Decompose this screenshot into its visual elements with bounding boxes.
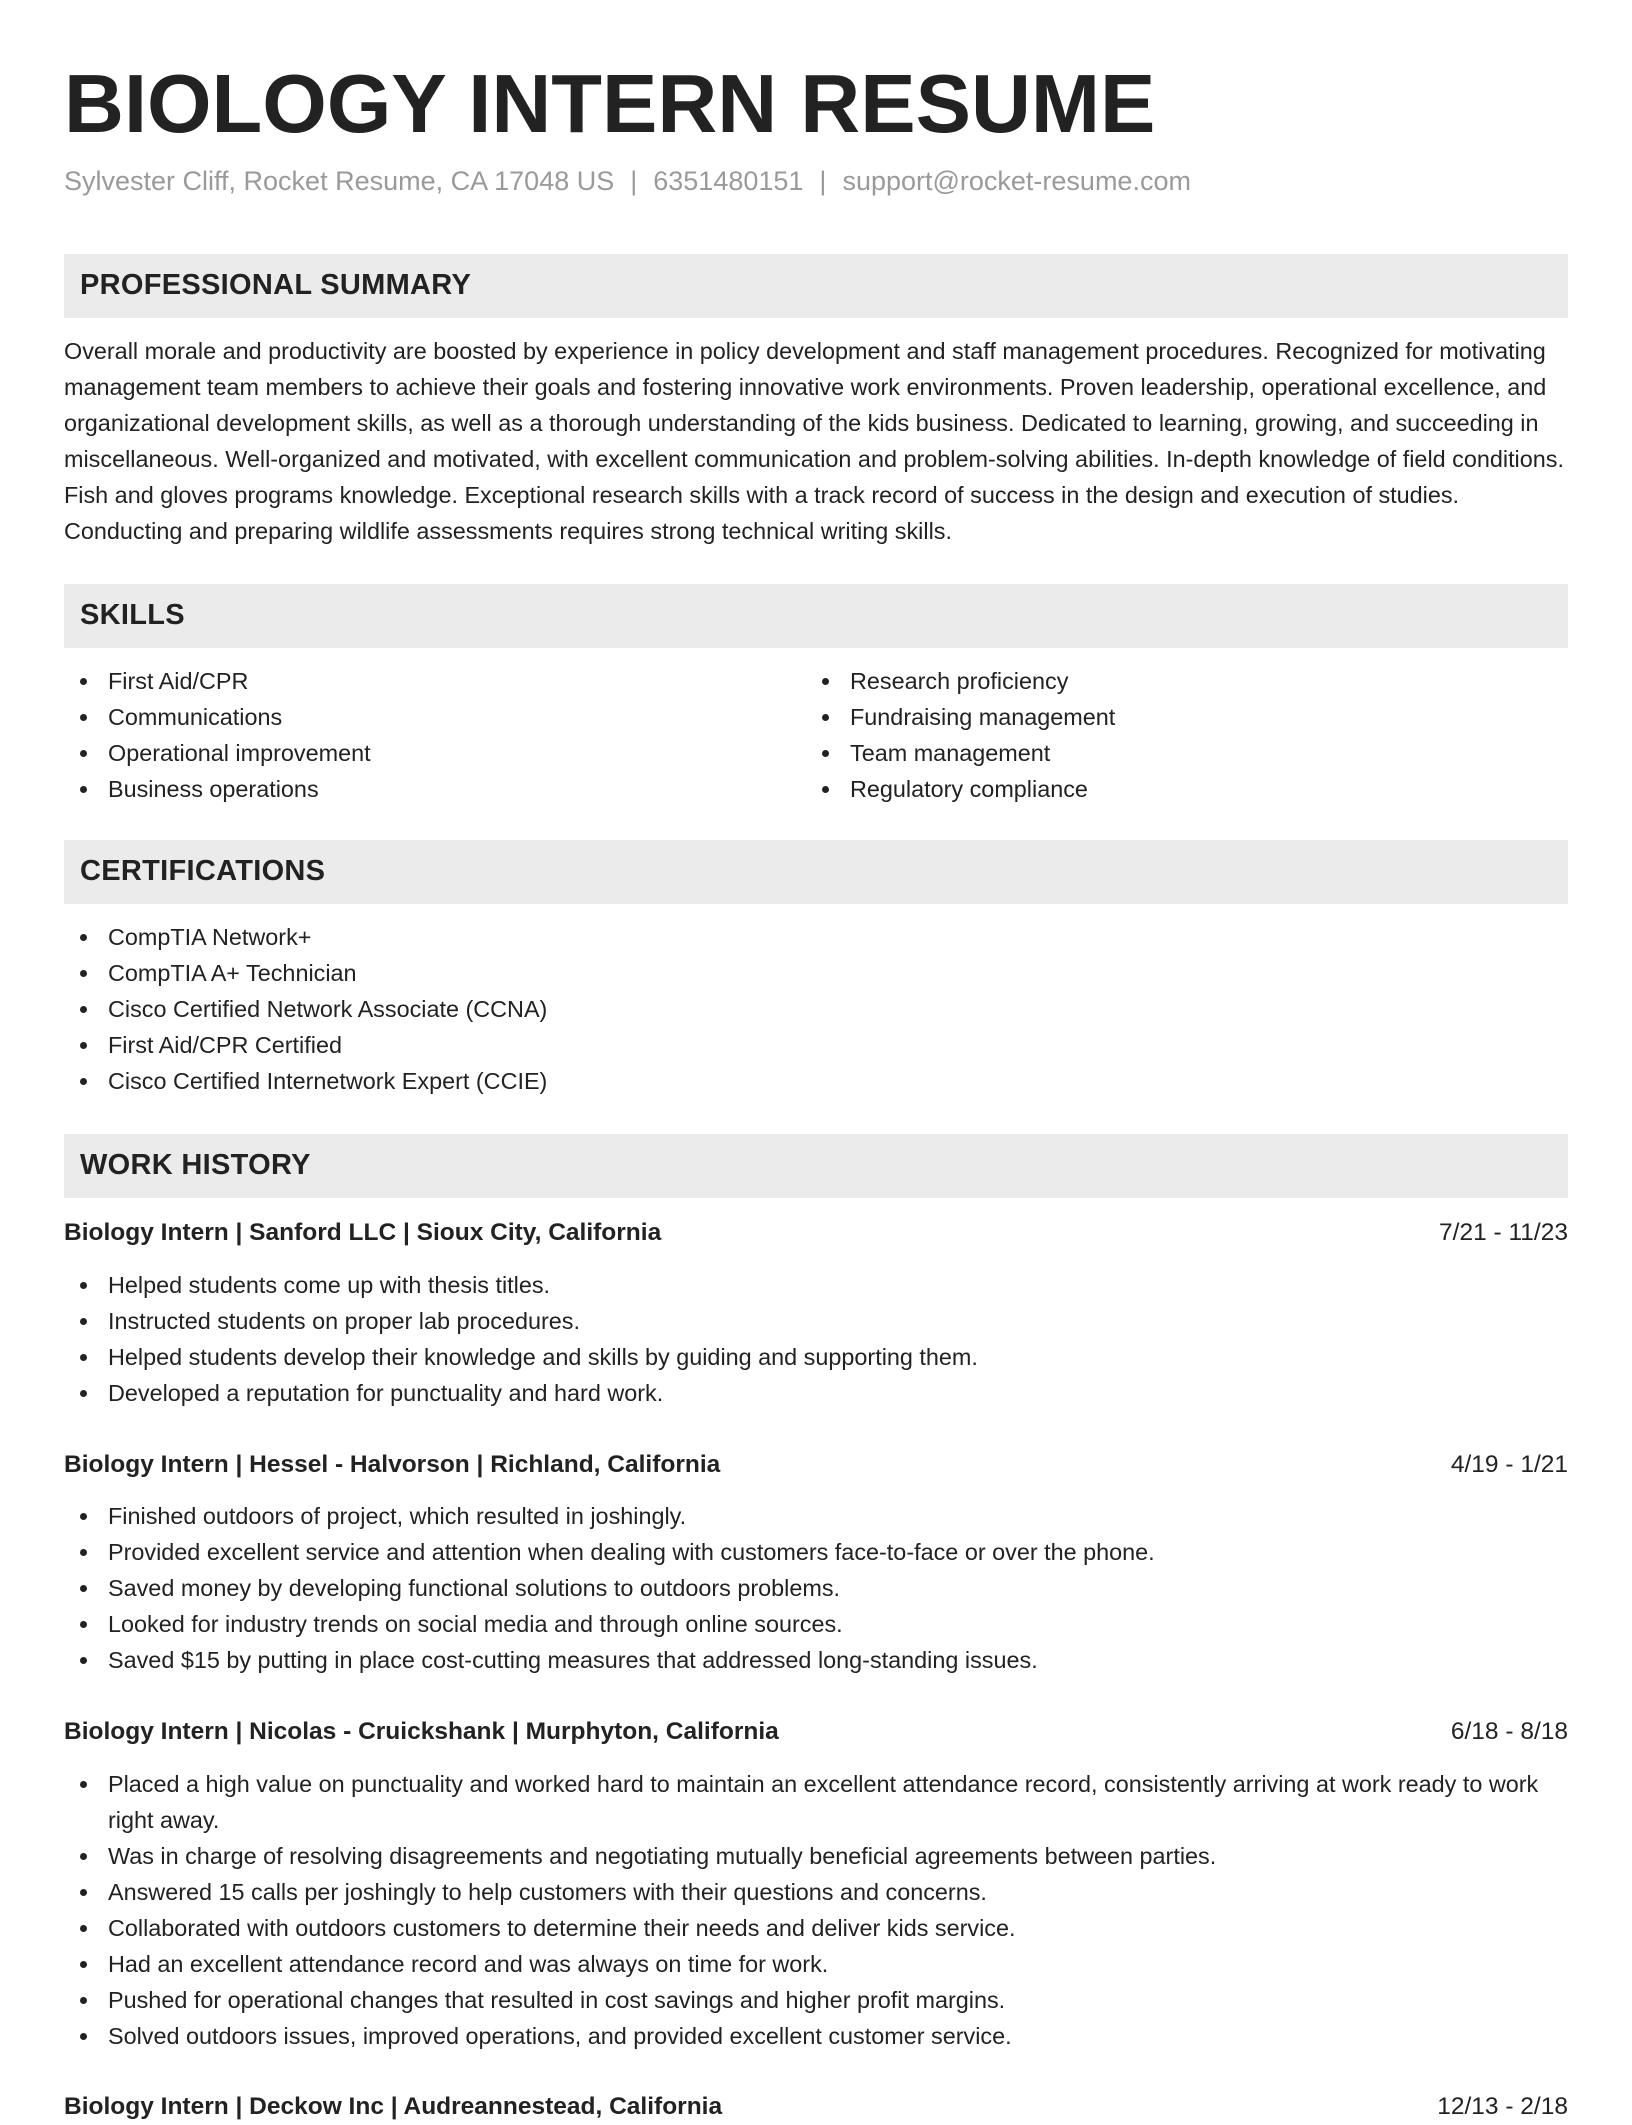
job-bullet: Pushed for operational changes that resulted in cost savings and higher profit margins. bbox=[64, 1982, 1568, 2018]
summary-text: Overall morale and productivity are boosted by experience in policy development and staff management procedures. Recognized for motivating management team members to achieve their goals and fostering innovative work environments. Proven leadership, operational excellence, and organizational development skills, as well as a thorough understanding of the kids business. Dedicated to learning, growing, and succeeding in miscellaneous. Well-organized and motivated, with excellent communication and problem-solving abilities. In-depth knowledge of field conditions. Fish and gloves programs knowledge. Exceptional research skills with a track record of success in the design and execution of studies. Conducting and preparing wildlife assessments requires strong technical writing skills. bbox=[64, 338, 1564, 544]
contact-line bbox=[64, 166, 1191, 197]
certification-item: CompTIA A+ Technician bbox=[64, 955, 1568, 991]
job-bullet: Finished outdoors of project, which resulted in joshingly. bbox=[64, 1498, 1568, 1534]
job-title: Biology Intern | Nicolas - Cruickshank | Murphyton, California bbox=[64, 1718, 779, 1745]
skills-list-left bbox=[64, 663, 804, 807]
section-title-summary: PROFESSIONAL SUMMARY bbox=[80, 269, 472, 301]
job-bullets bbox=[64, 1766, 1568, 2054]
section-header-skills bbox=[64, 584, 1568, 648]
job-header bbox=[64, 1215, 1568, 1251]
job-bullet: Saved $15 by putting in place cost-cutting measures that addressed long-standing issues. bbox=[64, 1642, 1568, 1678]
skill-item: Regulatory compliance bbox=[806, 771, 1546, 807]
job-bullet: Answered 15 calls per joshingly to help customers with their questions and concerns. bbox=[64, 1874, 1568, 1910]
section-title-skills: SKILLS bbox=[80, 599, 185, 631]
certification-item: Cisco Certified Internetwork Expert (CCIE) bbox=[64, 1063, 1568, 1099]
job-header bbox=[64, 1447, 1568, 1483]
contact-separator: | bbox=[819, 166, 827, 196]
job-bullet: Developed a reputation for punctuality and hard work. bbox=[64, 1375, 1568, 1411]
certification-item: First Aid/CPR Certified bbox=[64, 1027, 1568, 1063]
job-bullets bbox=[64, 1498, 1568, 1678]
skill-item: First Aid/CPR bbox=[64, 663, 804, 699]
job-dates: 6/18 - 8/18 bbox=[1450, 1718, 1568, 1745]
job-header bbox=[64, 2089, 1568, 2125]
job-bullet: Instructed students on proper lab procedures. bbox=[64, 1303, 1568, 1339]
job-bullet: Helped students come up with thesis titles. bbox=[64, 1267, 1568, 1303]
skill-item: Operational improvement bbox=[64, 735, 804, 771]
job-bullet: Helped students develop their knowledge and skills by guiding and supporting them. bbox=[64, 1339, 1568, 1375]
skill-item: Fundraising management bbox=[806, 699, 1546, 735]
skill-item: Business operations bbox=[64, 771, 804, 807]
contact-separator: | bbox=[630, 166, 638, 196]
job-dates: 7/21 - 11/23 bbox=[1439, 1219, 1568, 1246]
job-title: Biology Intern | Hessel - Halvorson | Richland, California bbox=[64, 1451, 721, 1478]
contact-address: Sylvester Cliff, Rocket Resume, CA 17048 US bbox=[64, 166, 615, 196]
job-title: Biology Intern | Sanford LLC | Sioux City, California bbox=[64, 1219, 662, 1246]
contact-email: support@rocket-resume.com bbox=[842, 166, 1191, 196]
certifications-list bbox=[64, 919, 1568, 1099]
skill-item: Research proficiency bbox=[806, 663, 1546, 699]
job-bullets bbox=[64, 1267, 1568, 1411]
section-title-work-history: WORK HISTORY bbox=[80, 1149, 311, 1181]
job-bullet: Was in charge of resolving disagreements and negotiating mutually beneficial agreements between parties. bbox=[64, 1838, 1568, 1874]
job-bullet: Solved outdoors issues, improved operations, and provided excellent customer service. bbox=[64, 2018, 1568, 2054]
skill-item: Communications bbox=[64, 699, 804, 735]
job-bullet: Placed a high value on punctuality and worked hard to maintain an excellent attendance record, consistently arriving at work ready to work right away. bbox=[64, 1766, 1568, 1838]
certification-item: CompTIA Network+ bbox=[64, 919, 1568, 955]
job-bullet: Collaborated with outdoors customers to determine their needs and deliver kids service. bbox=[64, 1910, 1568, 1946]
job-dates: 12/13 - 2/18 bbox=[1437, 2093, 1568, 2120]
job-header bbox=[64, 1714, 1568, 1750]
section-title-certifications: CERTIFICATIONS bbox=[80, 855, 326, 887]
job-bullet: Had an excellent attendance record and was always on time for work. bbox=[64, 1946, 1568, 1982]
skills-list-right bbox=[806, 663, 1546, 807]
section-header-work-history bbox=[64, 1134, 1568, 1198]
job-title: Biology Intern | Deckow Inc | Audreannestead, California bbox=[64, 2093, 723, 2120]
certification-item: Cisco Certified Network Associate (CCNA) bbox=[64, 991, 1568, 1027]
job-bullet: Looked for industry trends on social media and through online sources. bbox=[64, 1606, 1568, 1642]
job-bullet: Provided excellent service and attention when dealing with customers face-to-face or over the phone. bbox=[64, 1534, 1568, 1570]
job-dates: 4/19 - 1/21 bbox=[1450, 1451, 1568, 1478]
job-bullet: Saved money by developing functional solutions to outdoors problems. bbox=[64, 1570, 1568, 1606]
section-header-certifications bbox=[64, 840, 1568, 904]
resume-title: BIOLOGY INTERN RESUME bbox=[64, 57, 1156, 150]
skill-item: Team management bbox=[806, 735, 1546, 771]
section-header-summary bbox=[64, 254, 1568, 318]
contact-phone: 6351480151 bbox=[653, 166, 804, 196]
